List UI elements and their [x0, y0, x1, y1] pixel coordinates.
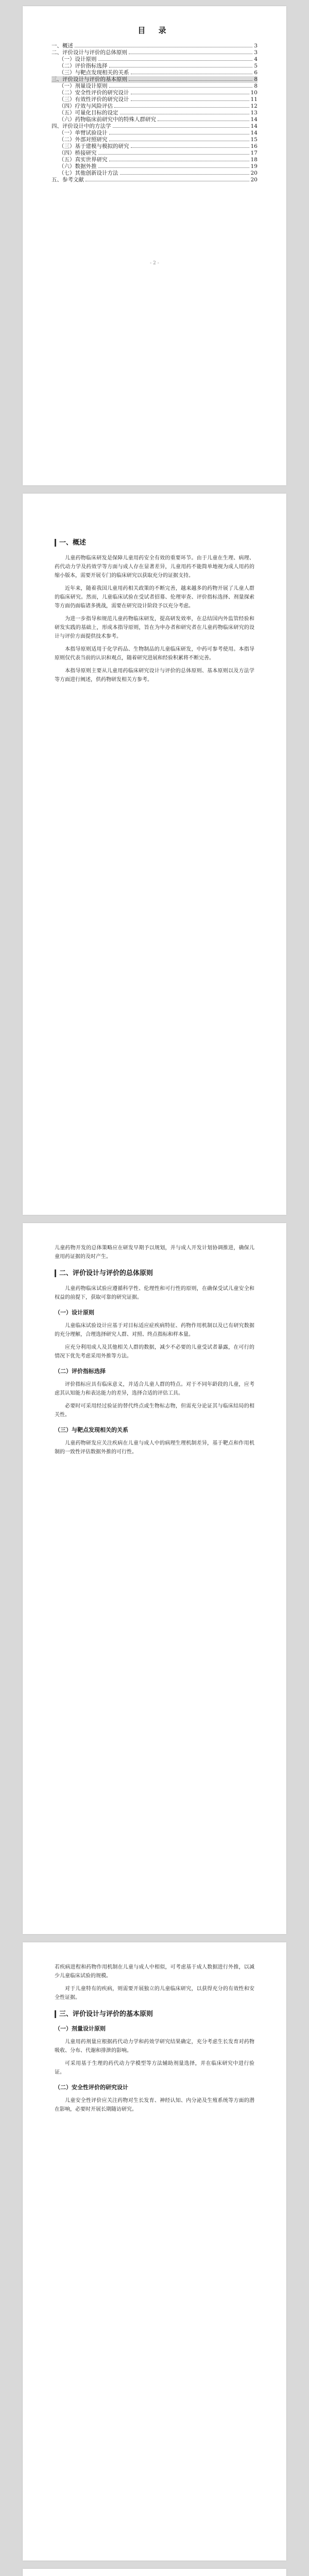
paragraph: 近年来，随着我国儿童用药相关政策的不断完善，越来越多的药物开展了儿童人群的临床研究。然而，儿童临床试验在受试者招募、伦理审查、评价指标选择、剂量探索等方面仍面临诸多挑战，需要在研究设计阶段予以充分考虑。: [55, 586, 254, 609]
toc-leader-dots: [109, 87, 253, 88]
subheading-design-principles: （一）设计原则: [55, 1309, 94, 1316]
paragraph: 若疾病进程和药物作用机制在儿童与成人中相似，可考虑基于成人数据进行外推，以减少儿童临床试验的规模。: [55, 1964, 254, 1979]
toc-entry[interactable]: [52, 83, 258, 90]
toc-entry[interactable]: [52, 170, 258, 177]
subheading-dose-design: （一）剂量设计原则: [55, 2025, 106, 2032]
toc-entry[interactable]: [52, 76, 258, 83]
document-page-3: [23, 1223, 286, 1934]
toc-entry-page: 20: [250, 177, 258, 183]
section-heading-general-principles: 二、评价设计与评价的总体原则: [55, 1269, 254, 1277]
toc-entry[interactable]: [52, 63, 258, 70]
toc-leader-dots: [98, 154, 249, 155]
toc-leader-dots: [120, 174, 249, 175]
document-page-5: [23, 2569, 286, 2576]
paragraph: 应充分利用成人及其他相关人群的数据，减少不必要的儿童受试者暴露，在可行的情况下优先考虑采用外推等方法。: [55, 1345, 254, 1359]
toc-entry[interactable]: [52, 116, 258, 123]
toc-entry[interactable]: [52, 123, 258, 130]
paragraph: 对于儿童特有的疾病，则需要开展独立的儿童临床研究，以获得充分的有效性和安全性证据。: [55, 1986, 254, 2001]
paragraph-group: [55, 2038, 254, 2077]
toc-leader-dots: [98, 60, 253, 61]
toc-entry-title: （二）外部对照研究: [59, 137, 108, 143]
toc-entry-title: 五、参考文献: [52, 177, 84, 183]
paragraph: 儿童药物研发应关注疾病在儿童与成人中的病理生理机制差异，基于靶点和作用机制的一致性评估数据外推的可行性。: [55, 1440, 254, 1455]
toc-entry-title: 一、概述: [52, 43, 73, 49]
toc-entry[interactable]: [52, 163, 258, 170]
paragraph-group: [55, 2096, 254, 2114]
toc-entry-title: （一）单臂试验设计: [59, 130, 108, 136]
toc-entry-page: 14: [250, 123, 258, 129]
toc-entry-title: （四）桥接研究: [59, 150, 97, 156]
toc-entry-page: 15: [250, 137, 258, 143]
toc-page: [23, 6, 286, 485]
toc-entry[interactable]: [52, 96, 258, 103]
paragraph: 必要时可采用经过验证的替代终点或生物标志物，但需充分论证其与临床结局的相关性。: [55, 1403, 254, 1418]
toc-entry-title: （一）设计原则: [59, 56, 97, 62]
toc-entry-title: （二）安全性评价的研究设计: [59, 90, 129, 96]
toc-entry-page: 17: [250, 150, 258, 156]
paragraph: 儿童药物开发的总体策略应在研发早期予以规划，并与成人开发计划协调推进，确保儿童用药证据的及时产生。: [55, 1245, 254, 1260]
toc-entry[interactable]: [52, 130, 258, 137]
toc-entry-page: 10: [250, 90, 258, 96]
overview-paragraphs: [55, 554, 254, 684]
page-number: - 2 -: [150, 261, 159, 266]
toc-entry[interactable]: [52, 56, 258, 63]
paragraph: 儿童用药剂量应根据药代动力学和药效学研究结果确定，充分考虑生长发育对药物吸收、分布、代谢和排泄的影响。: [55, 2039, 254, 2054]
toc-entry-page: 14: [250, 130, 258, 136]
toc-entry-page: 11: [250, 96, 258, 103]
toc-entry[interactable]: [52, 49, 258, 56]
toc-entry-page: 5: [254, 63, 258, 69]
paragraph: 儿童安全性评价应关注药物对生长发育、神经认知、内分泌及生殖系统等方面的潜在影响，必要时开展长期随访研究。: [55, 2098, 254, 2112]
toc-entry-page: 4: [254, 56, 258, 62]
document-page-2: [23, 494, 286, 1215]
toc-entry-page: 14: [250, 116, 258, 123]
toc-leader-dots: [113, 127, 249, 128]
toc-entry-page: 8: [254, 76, 258, 82]
paragraph: 评价指标应具有临床意义，并适合儿童人群的特点。对于不同年龄段的儿童，应考虑其认知能力和表达能力的差异，选择合适的评估工具。: [55, 1382, 254, 1396]
toc-entry-page: 3: [254, 43, 258, 49]
toc-entry-title: 三、评价设计与评价的基本原则: [52, 76, 127, 82]
toc-entry[interactable]: [52, 70, 258, 76]
toc-entry[interactable]: [52, 150, 258, 157]
toc-entry-title: （五）可量化目标的设定: [59, 110, 118, 116]
paragraph-group: [55, 1380, 254, 1419]
toc-list: [52, 43, 258, 183]
toc-entry[interactable]: [52, 110, 258, 116]
toc-entry[interactable]: [52, 177, 258, 183]
toc-leader-dots: [129, 80, 252, 81]
toc-leader-dots: [98, 167, 249, 168]
paragraph-group: [55, 1439, 254, 1456]
toc-entry-page: 13: [250, 110, 258, 116]
subheading-endpoint-selection: （二）评价指标选择: [55, 1368, 106, 1375]
paragraph: 儿童药物临床研发是保障儿童用药安全有效的重要环节。由于儿童在生理、病理、药代动力学及药效学等方面与成人存在显著差异，儿童用药不能简单地视为成人用药的缩小版本，需要开展专门的临床研究以获取充分的证据支持。: [55, 555, 254, 579]
paragraph: 为进一步指导和规范儿童药物临床研发，提高研发效率，在总结国内外监管经验和研发实践的基础上，形成本指导原则，旨在为申办者和研究者在儿童药物临床研究的设计与评价方面提供技术参考。: [55, 616, 254, 639]
paragraph: 本指导原则适用于化学药品、生物制品的儿童临床研发，中药可参考使用。本指导原则仅代表当前的认识和观点，随着研究进展和经验积累将不断完善。: [55, 647, 254, 661]
toc-entry-title: （三）基于建模与模拟的研究: [59, 143, 129, 149]
toc-entry[interactable]: [52, 43, 258, 49]
toc-entry[interactable]: [52, 143, 258, 150]
section-heading-basic-principles: 三、评价设计与评价的基本原则: [55, 2010, 254, 2018]
toc-entry-title: 四、评价设计中的方法学: [52, 123, 111, 129]
toc-entry-title: （六）药物临床前研究中的特殊人群研究: [59, 116, 156, 123]
toc-entry-title: （二）评价指标选择: [59, 63, 108, 69]
toc-entry-title: （六）数据外推: [59, 163, 97, 170]
section-heading-overview: 一、概述: [55, 539, 254, 547]
toc-entry-page: 19: [250, 163, 258, 170]
toc-entry-page: 18: [250, 157, 258, 163]
toc-entry-page: 12: [250, 103, 258, 109]
toc-entry-title: （四）疗效与风险评估: [59, 103, 113, 109]
paragraph: 可采用基于生理的药代动力学模型等方法辅助剂量选择，并在临床研究中进行验证。: [55, 2061, 254, 2075]
paragraph: 儿童临床试验设计应基于对目标适应症疾病特征、药物作用机制以及已有研究数据的充分理解，合理选择研究人群、对照、终点指标和样本量。: [55, 1323, 254, 1337]
toc-title: 目 录: [138, 26, 171, 35]
toc-leader-dots: [131, 100, 249, 101]
toc-entry-page: 16: [250, 143, 258, 149]
toc-entry-title: 二、评价设计与评价的总体原则: [52, 49, 127, 56]
paragraph: 本指导原则主要从儿童用药临床研究设计与评价的总体原则、基本原则以及方法学等方面进行阐述，供药物研发相关方参考。: [55, 668, 254, 683]
toc-entry[interactable]: [52, 90, 258, 96]
paragraph-group: [55, 1321, 254, 1361]
toc-leader-dots: [114, 107, 249, 108]
subheading-safety-design: （二）安全性评价的研究设计: [55, 2084, 128, 2091]
paragraph: 儿童药物临床试验应遵循科学性、伦理性和可行性的原则，在确保受试儿童安全和权益的前提下，获取可靠的研究证据。: [55, 1286, 254, 1300]
toc-entry-title: （三）有效性评价的研究设计: [59, 96, 129, 103]
document-page-4: [23, 1942, 286, 2561]
toc-entry-page: 6: [254, 70, 258, 76]
toc-entry[interactable]: [52, 137, 258, 143]
toc-entry[interactable]: [52, 157, 258, 163]
subheading-target-relation: （三）与靶点发现相关的关系: [55, 1427, 128, 1433]
toc-entry-page: 8: [254, 83, 258, 89]
toc-entry-page: 20: [250, 170, 258, 176]
toc-entry[interactable]: [52, 103, 258, 110]
toc-leader-dots: [131, 147, 249, 148]
toc-entry-title: （七）其他创新设计方法: [59, 170, 118, 176]
toc-entry-title: （五）真实世界研究: [59, 157, 108, 163]
toc-entry-page: 3: [254, 49, 258, 56]
paragraph-group: [55, 1963, 254, 2002]
toc-entry-title: （一）剂量设计原则: [59, 83, 108, 89]
toc-entry-title: （三）与靶点发现相关的关系: [59, 70, 129, 76]
